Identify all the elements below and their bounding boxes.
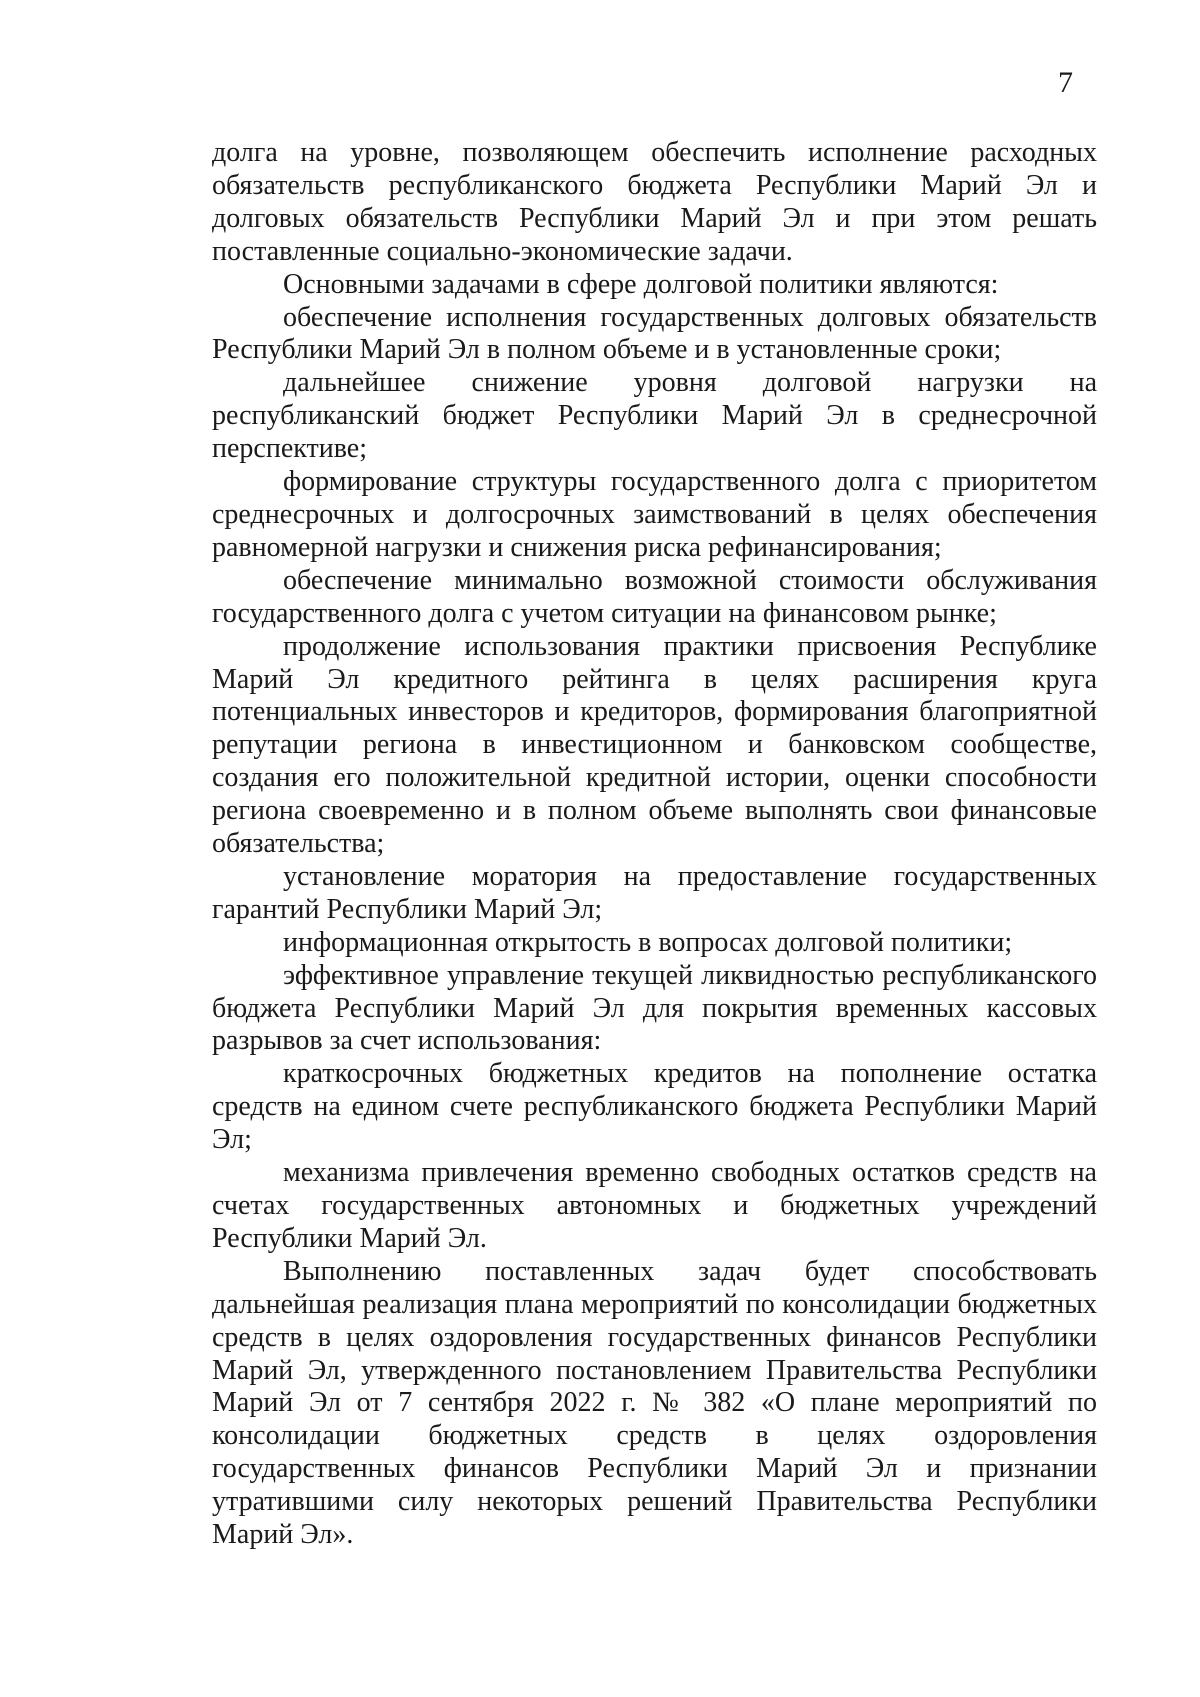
paragraph: продолжение использования практики присвоения Республике Марий Эл кредитного рейтинга в целях расширения круга потенциальных инвесторов и кредиторов, формирования благоприятной репутации региона в инвестиционном и банковском сообществе, создания его положительной кредитной истории, оценки способности региона своевременно и в полном объеме выполнять свои финансовые обязательства; [212,630,1097,860]
paragraph: обеспечение исполнения государственных долговых обязательств Республики Марий Эл в полном объеме и в установленные сроки; [212,301,1097,366]
paragraph: обеспечение минимально возможной стоимости обслуживания государственного долга с учетом ситуации на финансовом рынке; [212,564,1097,629]
paragraph: информационная открытость в вопросах долговой политики; [283,926,1013,958]
paragraph: Основными задачами в сфере долговой политики являются: [283,268,999,300]
page-number: 7 [1058,66,1073,99]
paragraph: краткосрочных бюджетных кредитов на пополнение остатка средств на едином счете республиканского бюджета Республики Марий Эл; [212,1058,1097,1156]
paragraph: установление моратория на предоставление государственных гарантий Республики Марий Эл; [212,860,1097,925]
paragraph: Выполнению поставленных задач будет способствовать дальнейшая реализация плана мероприятий по консолидации бюджетных средств в целях оздоровления государственных финансов Республики Марий Эл, утвержденного постановлением Правительства Республики Марий Эл от 7 сентября 2022 г. № 382 «О плане мероприятий по консолидации бюджетных средств в целях оздоровления государственных финансов Республики Марий Эл и признании утратившими силу некоторых решений Правительства Республики Марий Эл». [212,1255,1097,1551]
paragraph: формирование структуры государственного долга с приоритетом среднесрочных и долгосрочных заимствований в целях обеспечения равномерной нагрузки и снижения риска рефинансирования; [212,466,1097,563]
document-body [212,137,1097,1552]
paragraph: долга на уровне, позволяющем обеспечить исполнение расходных обязательств республиканского бюджета Республики Марий Эл и долговых обязательств Республики Марий Эл и при этом решать поставленные социально-экономические задачи. [212,137,1097,267]
paragraph: дальнейшее снижение уровня долговой нагрузки на республиканский бюджет Республики Марий Эл в среднесрочной перспективе; [212,367,1097,465]
paragraph: механизма привлечения временно свободных остатков средств на счетах государственных автономных и бюджетных учреждений Республики Марий Эл. [212,1157,1097,1254]
paragraph: эффективное управление текущей ликвидностью республиканского бюджета Республики Марий Эл для покрытия временных кассовых разрывов за счет использования: [212,959,1097,1057]
